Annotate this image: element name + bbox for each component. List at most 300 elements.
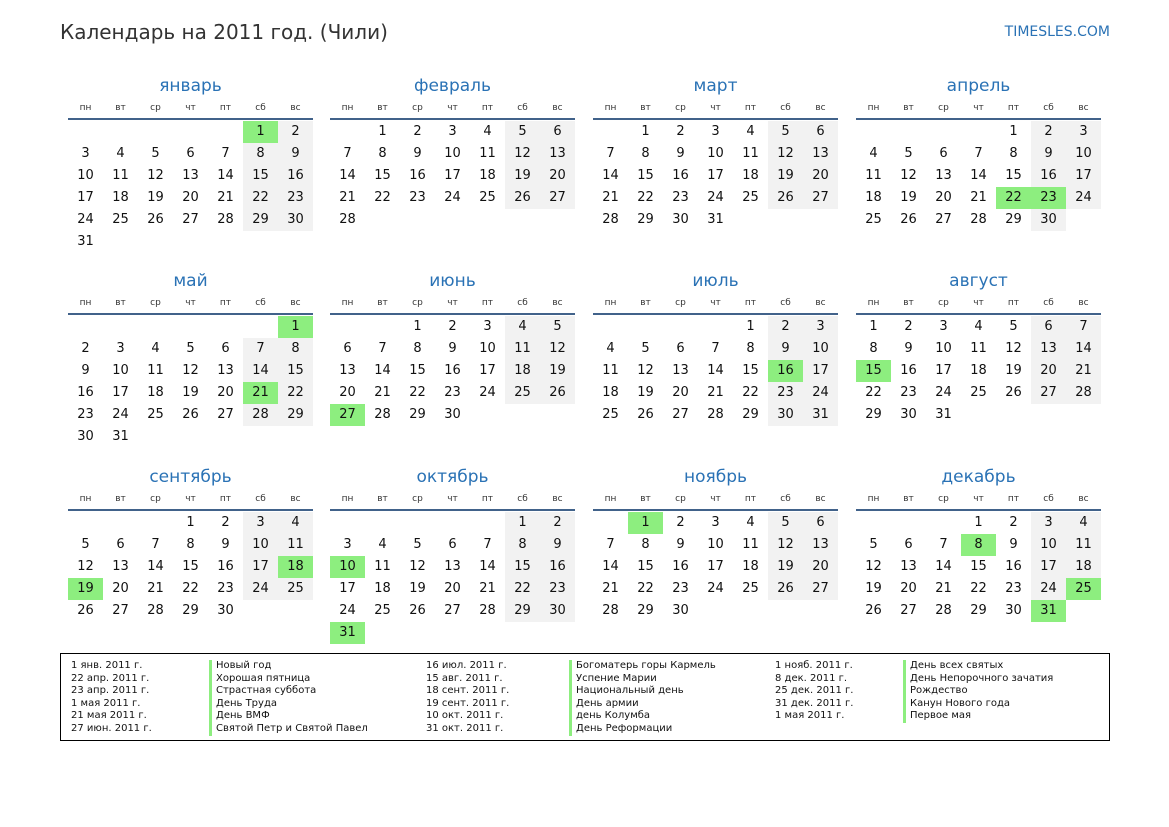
day-cell: 11 [505, 338, 540, 360]
weekday-label: пт [1007, 103, 1020, 113]
day-grid [68, 316, 313, 448]
weekday-label: пт [744, 298, 757, 308]
day-cell: 5 [81, 537, 90, 552]
month-9 [68, 465, 313, 622]
day-cell: 30 [278, 209, 313, 231]
month-name: май [173, 271, 208, 291]
empty-cell [435, 512, 470, 534]
day-cell: 28 [479, 603, 496, 618]
day-cell: 14 [339, 168, 356, 183]
day-cell: 23 [672, 581, 689, 596]
day-grid [330, 121, 575, 231]
weekday-label: пн [79, 298, 92, 308]
weekday-header [856, 489, 1101, 511]
day-cell: 5 [869, 537, 878, 552]
day-cell: 31 [935, 407, 952, 422]
day-cell: 28 [707, 407, 724, 422]
day-cell: 11 [602, 363, 619, 378]
day-cell: 15 [374, 168, 391, 183]
day-cell: 11 [278, 534, 313, 556]
weekday-header [593, 293, 838, 315]
holiday-day-cell: 31 [1031, 600, 1066, 622]
day-cell: 6 [904, 537, 913, 552]
weekday-label: чт [447, 494, 458, 504]
weekday-label: вт [903, 494, 914, 504]
legend-date: 21 мая 2011 г. [71, 710, 147, 722]
legend-dates-column [426, 660, 509, 736]
legend-date: 1 мая 2011 г. [775, 710, 845, 722]
day-cell: 9 [448, 341, 457, 356]
day-cell: 27 [803, 187, 838, 209]
day-grid [330, 512, 575, 644]
legend-holiday-name: Национальный день [569, 685, 716, 698]
weekday-label: сб [1043, 494, 1054, 504]
day-cell: 15 [970, 559, 987, 574]
day-cell: 14 [374, 363, 391, 378]
weekday-label: вс [1078, 103, 1089, 113]
day-cell: 12 [768, 143, 803, 165]
day-cell: 18 [742, 559, 759, 574]
legend-date: 31 дек. 2011 г. [775, 697, 854, 709]
day-cell: 27 [540, 187, 575, 209]
weekday-label: вс [290, 494, 301, 504]
day-cell: 14 [1066, 338, 1101, 360]
day-cell: 13 [803, 534, 838, 556]
day-cell: 21 [602, 190, 619, 205]
day-cell: 22 [637, 581, 654, 596]
day-cell: 25 [278, 578, 313, 600]
weekday-label: ср [675, 298, 686, 308]
weekday-header [330, 98, 575, 120]
day-cell: 22 [865, 385, 882, 400]
day-cell: 29 [1005, 212, 1022, 227]
day-cell: 17 [339, 581, 356, 596]
legend-holiday-name: День всех святых [903, 660, 1053, 673]
day-cell: 11 [742, 537, 759, 552]
day-cell: 4 [869, 146, 878, 161]
day-cell: 12 [409, 559, 426, 574]
day-cell: 2 [81, 341, 90, 356]
empty-cell [330, 121, 365, 143]
day-cell: 20 [935, 190, 952, 205]
day-cell: 22 [505, 578, 540, 600]
day-cell: 29 [970, 603, 987, 618]
day-cell: 25 [112, 212, 129, 227]
legend-date: 15 авг. 2011 г. [426, 672, 503, 684]
day-cell: 23 [409, 190, 426, 205]
day-cell: 3 [939, 319, 948, 334]
weekday-label: чт [973, 103, 984, 113]
legend-date: 16 июл. 2011 г. [426, 660, 507, 671]
month-name: ноябрь [683, 467, 748, 487]
site-link[interactable]: TIMESLES.COM [1004, 24, 1110, 40]
day-cell: 18 [505, 360, 540, 382]
holiday-day-cell: 15 [856, 360, 891, 382]
holiday-day-cell: 1 [278, 316, 313, 338]
day-cell: 24 [339, 603, 356, 618]
day-cell: 24 [707, 581, 724, 596]
day-cell: 25 [602, 407, 619, 422]
empty-cell [593, 121, 628, 143]
day-grid [856, 512, 1101, 622]
weekday-header [593, 98, 838, 120]
day-cell: 4 [974, 319, 983, 334]
month-name: август [949, 271, 1008, 291]
weekday-label: вс [1078, 494, 1089, 504]
day-cell: 19 [1005, 363, 1022, 378]
day-cell: 10 [1031, 534, 1066, 556]
empty-cell [173, 316, 208, 338]
day-cell: 25 [374, 603, 391, 618]
month-5 [68, 269, 313, 448]
day-cell: 4 [746, 515, 755, 530]
weekday-label: пт [481, 298, 494, 308]
weekday-header [856, 98, 1101, 120]
day-cell: 22 [970, 581, 987, 596]
day-cell: 25 [742, 581, 759, 596]
day-cell: 16 [409, 168, 426, 183]
day-cell: 14 [602, 559, 619, 574]
day-cell: 13 [672, 363, 689, 378]
day-cell: 28 [243, 404, 278, 426]
weekday-label: сб [517, 494, 528, 504]
day-cell: 15 [637, 168, 654, 183]
empty-cell [663, 316, 698, 338]
legend-holiday-name: день Колумба [569, 710, 716, 723]
day-cell: 2 [676, 515, 685, 530]
day-cell: 22 [742, 385, 759, 400]
weekday-label: ср [150, 103, 161, 113]
weekday-label: пт [481, 494, 494, 504]
day-cell: 7 [939, 537, 948, 552]
legend-date: 22 апр. 2011 г. [71, 672, 150, 684]
day-cell: 14 [602, 168, 619, 183]
holiday-day-cell: 31 [330, 622, 365, 644]
day-cell: 19 [409, 581, 426, 596]
legend-date: 1 мая 2011 г. [71, 697, 141, 709]
day-cell: 8 [641, 146, 650, 161]
day-cell: 28 [374, 407, 391, 422]
day-cell: 12 [865, 559, 882, 574]
day-cell: 10 [707, 146, 724, 161]
empty-cell [103, 121, 138, 143]
day-cell: 4 [505, 316, 540, 338]
day-cell: 10 [1066, 143, 1101, 165]
day-cell: 29 [243, 209, 278, 231]
legend-date: 8 дек. 2011 г. [775, 672, 848, 684]
day-cell: 31 [77, 234, 94, 249]
day-cell: 11 [865, 168, 882, 183]
day-cell: 28 [602, 603, 619, 618]
day-cell: 1 [746, 319, 755, 334]
day-cell: 23 [444, 385, 461, 400]
weekday-label: вс [815, 103, 826, 113]
weekday-label: сб [1043, 103, 1054, 113]
day-cell: 6 [803, 121, 838, 143]
day-cell: 3 [803, 316, 838, 338]
day-cell: 30 [444, 407, 461, 422]
day-cell: 27 [444, 603, 461, 618]
day-cell: 30 [672, 603, 689, 618]
day-cell: 26 [540, 382, 575, 404]
day-cell: 5 [186, 341, 195, 356]
day-cell: 28 [147, 603, 164, 618]
day-cell: 12 [182, 363, 199, 378]
day-cell: 24 [935, 385, 952, 400]
day-cell: 26 [147, 212, 164, 227]
day-cell: 13 [217, 363, 234, 378]
holiday-day-cell: 25 [1066, 578, 1101, 600]
day-cell: 24 [1031, 578, 1066, 600]
day-cell: 28 [1066, 382, 1101, 404]
day-cell: 10 [707, 537, 724, 552]
legend-holiday-name: Канун Нового года [903, 698, 1053, 711]
day-cell: 10 [935, 341, 952, 356]
day-grid [593, 512, 838, 622]
holiday-day-cell: 18 [278, 556, 313, 578]
legend-holiday-name: Рождество [903, 685, 1053, 698]
legend-date: 31 окт. 2011 г. [426, 722, 504, 734]
weekday-label: вс [552, 298, 563, 308]
day-cell: 1 [641, 124, 650, 139]
day-cell: 20 [900, 581, 917, 596]
legend-holiday-name: Первое мая [903, 710, 1053, 723]
day-cell: 22 [278, 382, 313, 404]
day-cell: 8 [378, 146, 387, 161]
weekday-label: вт [377, 298, 388, 308]
empty-cell [470, 512, 505, 534]
empty-cell [138, 316, 173, 338]
day-cell: 7 [378, 341, 387, 356]
day-cell: 17 [935, 363, 952, 378]
day-cell: 7 [243, 338, 278, 360]
day-cell: 22 [637, 190, 654, 205]
day-cell: 23 [77, 407, 94, 422]
day-cell: 28 [217, 212, 234, 227]
day-cell: 5 [540, 316, 575, 338]
day-cell: 12 [768, 534, 803, 556]
weekday-label: вт [903, 298, 914, 308]
weekday-label: пт [1007, 298, 1020, 308]
weekday-label: сб [780, 103, 791, 113]
day-cell: 3 [343, 537, 352, 552]
day-cell: 18 [1066, 556, 1101, 578]
day-cell: 1 [186, 515, 195, 530]
day-cell: 13 [803, 143, 838, 165]
empty-cell [68, 512, 103, 534]
day-cell: 26 [505, 187, 540, 209]
weekday-label: вс [1078, 298, 1089, 308]
day-cell: 26 [77, 603, 94, 618]
day-cell: 26 [1005, 385, 1022, 400]
weekday-label: вт [640, 298, 651, 308]
month-10 [330, 465, 575, 644]
legend-holiday-name: День ВМФ [209, 710, 368, 723]
weekday-label: пн [604, 103, 617, 113]
weekday-label: пн [341, 494, 354, 504]
weekday-label: чт [185, 298, 196, 308]
day-cell: 6 [803, 512, 838, 534]
day-cell: 16 [444, 363, 461, 378]
day-cell: 30 [768, 404, 803, 426]
day-cell: 25 [147, 407, 164, 422]
day-cell: 30 [1031, 209, 1066, 231]
day-cell: 29 [637, 212, 654, 227]
month-name: март [693, 76, 738, 96]
weekday-label: чт [710, 298, 721, 308]
day-cell: 8 [641, 537, 650, 552]
legend-date: 18 сент. 2011 г. [426, 685, 510, 697]
weekday-header [68, 293, 313, 315]
day-cell: 3 [1031, 512, 1066, 534]
day-cell: 17 [707, 168, 724, 183]
empty-cell [103, 316, 138, 338]
day-cell: 14 [243, 360, 278, 382]
day-cell: 6 [116, 537, 125, 552]
day-cell: 18 [374, 581, 391, 596]
legend-holiday-name: Святой Петр и Святой Павел [209, 723, 368, 736]
day-cell: 11 [1066, 534, 1101, 556]
day-grid [68, 121, 313, 253]
day-grid [330, 316, 575, 426]
day-cell: 6 [540, 121, 575, 143]
empty-cell [628, 316, 663, 338]
day-cell: 23 [278, 187, 313, 209]
day-cell: 20 [672, 385, 689, 400]
day-cell: 16 [1005, 559, 1022, 574]
day-cell: 2 [676, 124, 685, 139]
weekday-label: вс [290, 103, 301, 113]
month-7 [593, 269, 838, 426]
legend-date: 23 апр. 2011 г. [71, 685, 150, 697]
day-cell: 3 [81, 146, 90, 161]
day-cell: 26 [409, 603, 426, 618]
day-cell: 15 [742, 363, 759, 378]
weekday-label: сб [517, 103, 528, 113]
day-cell: 24 [1066, 187, 1101, 209]
holiday-day-cell: 23 [1031, 187, 1066, 209]
month-4 [856, 74, 1101, 231]
empty-cell [926, 512, 961, 534]
day-cell: 8 [1009, 146, 1018, 161]
weekday-header [68, 489, 313, 511]
day-cell: 24 [444, 190, 461, 205]
legend-holiday-name: Страстная суббота [209, 685, 368, 698]
empty-cell [138, 121, 173, 143]
day-cell: 20 [112, 581, 129, 596]
day-cell: 15 [505, 556, 540, 578]
day-cell: 5 [505, 121, 540, 143]
day-cell: 27 [935, 212, 952, 227]
day-cell: 23 [540, 578, 575, 600]
day-cell: 21 [217, 190, 234, 205]
day-cell: 27 [112, 603, 129, 618]
day-cell: 9 [540, 534, 575, 556]
day-cell: 16 [77, 385, 94, 400]
day-grid [68, 512, 313, 622]
day-cell: 19 [900, 190, 917, 205]
day-cell: 12 [77, 559, 94, 574]
day-grid [856, 121, 1101, 231]
day-cell: 26 [637, 407, 654, 422]
legend-holiday-name: Успение Марии [569, 673, 716, 686]
day-cell: 22 [182, 581, 199, 596]
day-cell: 19 [865, 581, 882, 596]
day-cell: 7 [343, 146, 352, 161]
day-cell: 14 [935, 559, 952, 574]
holiday-day-cell: 22 [996, 187, 1031, 209]
day-cell: 6 [186, 146, 195, 161]
empty-cell [330, 316, 365, 338]
weekday-label: вт [115, 298, 126, 308]
day-cell: 4 [151, 341, 160, 356]
day-cell: 4 [378, 537, 387, 552]
day-cell: 27 [182, 212, 199, 227]
day-cell: 20 [217, 385, 234, 400]
day-cell: 17 [112, 385, 129, 400]
weekday-label: ср [412, 494, 423, 504]
day-cell: 15 [243, 165, 278, 187]
legend-date: 25 дек. 2011 г. [775, 685, 854, 697]
weekday-label: ср [938, 494, 949, 504]
weekday-label: чт [973, 298, 984, 308]
day-cell: 13 [900, 559, 917, 574]
day-cell: 26 [182, 407, 199, 422]
day-cell: 5 [413, 537, 422, 552]
day-cell: 16 [1031, 165, 1066, 187]
day-cell: 10 [243, 534, 278, 556]
day-cell: 3 [243, 512, 278, 534]
day-cell: 3 [711, 124, 720, 139]
day-cell: 6 [343, 341, 352, 356]
day-cell: 31 [707, 212, 724, 227]
empty-cell [103, 512, 138, 534]
day-cell: 9 [81, 363, 90, 378]
weekday-label: ср [938, 103, 949, 113]
weekday-label: вс [552, 103, 563, 113]
weekday-label: чт [973, 494, 984, 504]
weekday-label: ср [412, 103, 423, 113]
day-cell: 29 [278, 404, 313, 426]
day-cell: 2 [413, 124, 422, 139]
empty-cell [68, 121, 103, 143]
weekday-label: вс [815, 298, 826, 308]
weekday-label: пн [604, 494, 617, 504]
day-cell: 11 [970, 341, 987, 356]
day-cell: 23 [217, 581, 234, 596]
holiday-day-cell: 21 [243, 382, 278, 404]
weekday-label: пт [744, 103, 757, 113]
weekday-label: сб [255, 298, 266, 308]
day-cell: 21 [707, 385, 724, 400]
day-cell: 3 [483, 319, 492, 334]
weekday-label: пн [867, 298, 880, 308]
empty-cell [891, 121, 926, 143]
day-cell: 1 [974, 515, 983, 530]
day-cell: 23 [672, 190, 689, 205]
day-cell: 25 [505, 382, 540, 404]
day-cell: 13 [540, 143, 575, 165]
weekday-header [593, 489, 838, 511]
weekday-header [330, 489, 575, 511]
day-cell: 7 [711, 341, 720, 356]
holiday-day-cell: 1 [628, 512, 663, 534]
legend-date: 1 нояб. 2011 г. [775, 660, 853, 671]
day-cell: 17 [1066, 165, 1101, 187]
day-cell: 20 [803, 556, 838, 578]
day-cell: 24 [479, 385, 496, 400]
weekday-label: пт [1007, 494, 1020, 504]
